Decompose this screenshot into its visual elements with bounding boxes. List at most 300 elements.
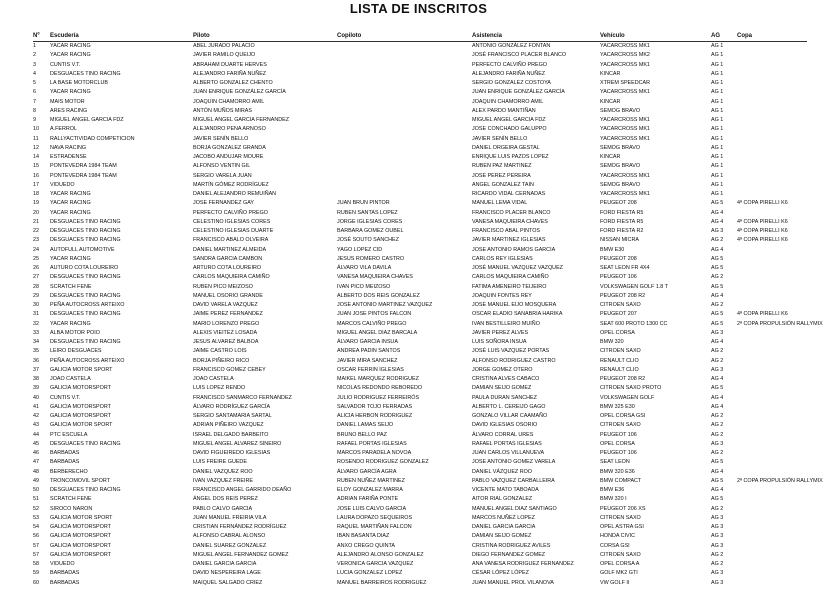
cell-codriver: LUCIA GONZALEZ LOPEZ [337, 570, 403, 577]
cell-driver: FRANCISCO SANMARCO FERNANDEZ [193, 394, 292, 401]
cell-number: 10 [33, 126, 39, 133]
cell-assistance: VANESA MAQUIEIRA CHAVES [472, 218, 548, 225]
cell-number: 39 [33, 385, 39, 392]
cell-number: 48 [33, 468, 39, 475]
cell-cup [737, 551, 807, 560]
cell-assistance: JOSE CONCHADO GALUPPO [472, 126, 547, 133]
cell-driver: DANIEL SUAREZ GONZALEZ [193, 542, 267, 549]
cell-number: 7 [33, 98, 36, 105]
cell-team: MAIS MOTOR [50, 98, 85, 105]
cell-team: LEIRO DESGUACES [50, 348, 102, 355]
cell-cup [737, 79, 807, 88]
cell-codriver: RUBEN SANTAS LOPEZ [337, 209, 398, 216]
table-header [33, 31, 807, 42]
cell-team: TRONCOMOVIL SPORT [50, 477, 110, 484]
cell-number: 12 [33, 144, 39, 151]
cell-vehicle: RENAULT CLIO [600, 366, 639, 373]
cell-number: 14 [33, 154, 39, 160]
cell-driver: JAIME CASTRO LOIS [193, 348, 247, 355]
cell-number: 57 [33, 551, 39, 558]
cell-team: PEÑA AUTOCROSS ARTEIXO [50, 357, 125, 364]
cell-codriver [337, 190, 472, 199]
cell-driver: IVAN VAZQUEZ FREIRE [193, 477, 254, 484]
cell-driver: MIGUEL ANGEL FERNANDEZ GOMEZ [193, 551, 289, 558]
cell-assistance: JOSE MANUEL EIJO MOSQUERA [472, 302, 557, 308]
cell-vehicle: XTREM SPEEDCAR [600, 80, 651, 86]
cell-group: AG 3 [711, 579, 724, 586]
cell-vehicle: BMW E36 [600, 487, 625, 493]
cell-vehicle: OPEL CORSA [600, 329, 635, 336]
cell-driver: FRANCISCO ABALO OLVEIRA [193, 237, 269, 244]
cell-team: GALICIA MOTORSPORT [50, 533, 111, 540]
cell-number: 41 [33, 403, 39, 410]
cell-team: VIDUEDO [50, 561, 75, 567]
cell-cup [737, 107, 807, 116]
cell-codriver [337, 153, 472, 162]
cell-team: DESGUACES TINO RACING [50, 274, 121, 281]
cell-driver: ALFONSO VENTIN GIL [193, 163, 251, 170]
cell-vehicle: YACARCROSS MK1 [600, 126, 650, 133]
cell-vehicle: SEAT 600 PROTO 1300 CC [600, 320, 668, 327]
cell-cup [737, 532, 807, 541]
cell-codriver: DANIEL LAMAS SEIJO [337, 422, 394, 429]
cell-number: 9 [33, 117, 36, 123]
cell-team: DESGUACES TINO RACING [50, 70, 121, 77]
cell-cup: 4ª COPA PIRELLI K6 [737, 237, 788, 244]
table-row [33, 301, 807, 310]
cell-number: 50 [33, 487, 39, 493]
cell-cup [737, 347, 807, 356]
table-row [33, 125, 807, 134]
cell-team: SIROCO NARON [50, 505, 93, 512]
cell-number: 32 [33, 320, 39, 327]
table-row [33, 144, 807, 153]
cell-vehicle: CITROEN SAXO [600, 551, 641, 558]
cell-assistance: JOSE ANTONIO GOMEZ VARELA [472, 459, 556, 466]
cell-number: 19 [33, 200, 39, 207]
cell-cup [737, 264, 807, 273]
cell-codriver [337, 51, 472, 60]
cell-driver: ALFONSO CABRAL ALONSO [193, 533, 266, 540]
cell-number: 31 [33, 311, 39, 318]
cell-cup [737, 61, 807, 70]
cell-team: MIGUEL ANGEL GARCIA FDZ [50, 117, 124, 123]
cell-cup: 4ª COPA PIRELLI K6 [737, 200, 788, 207]
cell-cup [737, 51, 807, 60]
cell-team: YACAR RACING [50, 200, 91, 207]
cell-cup [737, 366, 807, 375]
cell-number: 30 [33, 302, 39, 308]
cell-driver: ÁLVARO RODRÍGUEZ GARCÍA [193, 403, 271, 410]
cell-codriver: JOSE LUIS CALVO GARCIA [337, 505, 407, 512]
cell-assistance: IVAN BESTILLEIRO MUIÑO [472, 320, 540, 327]
cell-vehicle: YACARCROSS MK1 [600, 117, 650, 123]
cell-driver: MARIO LORENZO PREGO [193, 320, 260, 327]
table-row [33, 310, 807, 319]
cell-cup: 2ª COPA PROPULSIÓN RALLYMIX [737, 320, 823, 327]
table-row [33, 181, 807, 190]
cell-vehicle: CORSA GSI [600, 542, 630, 549]
cell-number: 58 [33, 561, 39, 567]
table-row [33, 236, 807, 245]
cell-assistance: DAMIAN SEIJO GOMEZ [472, 533, 532, 540]
cell-group: AG 1 [711, 107, 724, 114]
table-row [33, 403, 807, 412]
cell-cup [737, 98, 807, 107]
cell-vehicle: YACARCROSS MK2 [600, 52, 650, 59]
table-row [33, 495, 807, 504]
table-row [33, 505, 807, 514]
cell-team: A.FERROL [50, 126, 77, 133]
cell-codriver [337, 79, 472, 88]
cell-codriver [337, 125, 472, 134]
table-row [33, 209, 807, 218]
table-row [33, 116, 807, 125]
cell-number: 29 [33, 292, 39, 299]
table-row [33, 347, 807, 356]
cell-group: AG 2 [711, 431, 724, 438]
cell-group: AG 4 [711, 339, 724, 345]
cell-team: SCRATCH FENE [50, 496, 92, 503]
cell-assistance: JUAN MANUEL PROL VILANOVA [472, 579, 554, 586]
cell-codriver [337, 162, 472, 171]
cell-number: 8 [33, 107, 36, 114]
cell-assistance: SERGIO GONZALEZ COSTOYA [472, 80, 551, 86]
cell-cup [737, 329, 807, 338]
header-row [33, 31, 807, 42]
cell-number: 28 [33, 283, 39, 290]
cell-number: 53 [33, 514, 39, 521]
cell-vehicle: PEUGEOT 208 [600, 255, 637, 262]
cell-number: 51 [33, 496, 39, 503]
cell-driver: MAIQUEL SALGADO CRIEZ [193, 579, 263, 586]
cell-group: AG 2 [711, 505, 724, 512]
cell-driver: SERGIO VARELA JUAN [193, 172, 252, 179]
header-group: AG [711, 33, 720, 39]
cell-vehicle: BMW 320 [600, 339, 624, 345]
cell-driver: MARTÍN GÓMEZ RODRÍGUEZ [193, 181, 269, 188]
cell-assistance: ALEJANDRO FARIÑA NUÑEZ [472, 70, 546, 77]
table-row [33, 172, 807, 181]
cell-cup [737, 394, 807, 403]
cell-vehicle: PEUGEOT 106 [600, 431, 637, 438]
cell-number: 5 [33, 80, 36, 86]
cell-cup [737, 190, 807, 199]
cell-group: AG 5 [711, 283, 724, 290]
cell-number: 49 [33, 477, 39, 484]
cell-cup [737, 283, 807, 292]
cell-assistance: FRANCISCO ABAL PINTOS [472, 228, 540, 234]
cell-group: AG 4 [711, 292, 724, 299]
cell-group: AG 3 [711, 329, 724, 336]
cell-team: BARBADAS [50, 459, 80, 466]
cell-codriver [337, 144, 472, 153]
cell-codriver: YAGO LOPEZ CID [337, 246, 383, 253]
cell-codriver [337, 172, 472, 181]
cell-driver: DANIEL VAZQUEZ ROO [193, 468, 253, 475]
table-row [33, 366, 807, 375]
cell-driver: DANIEL MARTINEZ ALMEIDA [193, 246, 267, 253]
cell-cup [737, 486, 807, 495]
cell-assistance: MANUEL LEMA VIDAL [472, 200, 528, 207]
cell-codriver [337, 116, 472, 125]
cell-number: 2 [33, 52, 36, 59]
table-row [33, 70, 807, 79]
cell-group: AG 5 [711, 311, 724, 318]
cell-driver: ABRAHAM DUARTE HERVES [193, 61, 267, 68]
cell-driver: DANIEL GARCIA GARCIA [193, 561, 257, 567]
cell-group: AG 2 [711, 551, 724, 558]
cell-number: 59 [33, 570, 39, 577]
cell-codriver: ALBERTO DOS REIS GONZALEZ [337, 292, 420, 299]
table-row [33, 255, 807, 264]
cell-team: ALBA MOTOR POIO [50, 329, 100, 336]
cell-vehicle: VOLKSWAGEN GOLF [600, 394, 655, 401]
cell-group: AG 4 [711, 394, 724, 401]
cell-driver: FRANCISCO GOMEZ CEBEY [193, 366, 266, 373]
cell-assistance: JOAQUIN FONTES REY [472, 292, 532, 299]
cell-codriver: VANESA MAQUIEIRA CHAVES [337, 274, 413, 281]
cell-assistance: VICENTE MATO TABOADA [472, 487, 539, 493]
cell-driver: ALBERTO GONZALEZ CHENTO [193, 80, 273, 86]
cell-group: AG 3 [711, 542, 724, 549]
cell-number: 20 [33, 209, 39, 216]
cell-vehicle: OPEL ASTRA GSI [600, 524, 644, 530]
table-row [33, 329, 807, 338]
table-row [33, 292, 807, 301]
cell-number: 25 [33, 255, 39, 262]
cell-cup [737, 88, 807, 97]
table-row [33, 42, 807, 52]
cell-group: AG 2 [711, 348, 724, 355]
cell-vehicle: PEUGEOT 106 [600, 274, 637, 281]
cell-number: 18 [33, 191, 39, 197]
cell-codriver: RUBEN NUÑEZ MARTINEZ [337, 477, 405, 484]
cell-cup [737, 209, 807, 218]
cell-assistance: AITOR RIAL GONZALEZ [472, 496, 533, 503]
table-row [33, 394, 807, 403]
cell-group: AG 1 [711, 172, 724, 179]
cell-group: AG 4 [711, 403, 724, 410]
table-row [33, 190, 807, 199]
cell-driver: ALEXIS VIEITEZ LOSADA [193, 329, 258, 336]
cell-codriver [337, 107, 472, 116]
page-title: LISTA DE INSCRITOS [349, 1, 488, 16]
cell-assistance: DIEGO FERNANDEZ GOMEZ [472, 551, 546, 558]
cell-vehicle: SEAT LEON FR 4X4 [600, 265, 650, 271]
cell-cup [737, 569, 807, 578]
cell-codriver: LAURA DOPAZO SEQUEIROS [337, 514, 413, 521]
cell-codriver: NICOLAS REDONDO REBOREDO [337, 385, 423, 392]
cell-number: 37 [33, 366, 39, 373]
table-row [33, 218, 807, 227]
cell-team: GALICIA MOTOR SPORT [50, 422, 113, 429]
cell-assistance: ALBERTO L. CEREIJO GAGO [472, 403, 546, 410]
cell-driver: JAVIER SENÍN BELLO [193, 135, 249, 142]
table-row [33, 357, 807, 366]
cell-driver: SANDRA GARCIA CAMBON [193, 255, 263, 262]
cell-assistance: JOSE ANTONIO RAMOS GARCIA [472, 246, 556, 253]
cell-vehicle: FORD FIESTA R2 [600, 228, 644, 234]
cell-codriver [337, 135, 472, 144]
cell-vehicle: SEMOG BRAVO [600, 107, 641, 114]
cell-assistance: JUAN CARLOS VILLANUEVA [472, 450, 545, 456]
cell-driver: JOSE FERNANDEZ GAY [193, 200, 255, 207]
cell-group: AG 1 [711, 98, 724, 105]
cell-number: 43 [33, 422, 39, 429]
cell-vehicle: PEUGEOT 206 XS [600, 505, 646, 512]
cell-vehicle: BMW 325 E30 [600, 403, 635, 410]
cell-team: PONTEVEDRA 1984 TEAM [50, 163, 117, 170]
cell-group: AG 3 [711, 533, 724, 540]
cell-assistance: ÁLVARO CORRAL URES [472, 431, 534, 438]
cell-codriver: ALICIA HERBON RODRIGUEZ [337, 413, 413, 419]
cell-assistance: CARLOS MAQUIEIRA CAMIÑO [472, 274, 549, 281]
cell-vehicle: SEMOG BRAVO [600, 163, 641, 170]
table-row [33, 246, 807, 255]
cell-vehicle: VW GOLF II [600, 579, 630, 586]
cell-vehicle: KINCAR [600, 70, 621, 77]
cell-vehicle: PEUGEOT 208 [600, 200, 637, 207]
cell-group: AG 2 [711, 561, 724, 567]
cell-number: 36 [33, 357, 39, 364]
cell-number: 60 [33, 579, 39, 586]
cell-team: GALICIA MOTORSPORT [50, 542, 111, 549]
cell-team: NAVA RACING [50, 144, 87, 151]
table-row [33, 458, 807, 467]
cell-group: AG 4 [711, 218, 724, 225]
cell-cup [737, 70, 807, 79]
cell-cup [737, 449, 807, 458]
cell-vehicle: CITROEN SAXO [600, 422, 641, 429]
cell-codriver: MAIKEL MARQUEZ RODRIGUEZ [337, 376, 419, 382]
cell-driver: PERFECTO CALVIÑO PREGO [193, 209, 268, 216]
table-row [33, 412, 807, 421]
table-row [33, 88, 807, 97]
table-row [33, 579, 807, 588]
cell-driver: JUAN ENRIQUE GONZÁLEZ GARCÍA [193, 89, 286, 96]
cell-vehicle: YACARCROSS MK1 [600, 43, 650, 49]
cell-group: AG 1 [711, 191, 724, 197]
cell-group: AG 2 [711, 274, 724, 281]
cell-codriver: ROSENDO RODRIGUEZ GONZALEZ [337, 459, 429, 466]
cell-group: AG 3 [711, 514, 724, 521]
cell-codriver: JOSÉ SOUTO SANCHEZ [337, 237, 399, 244]
cell-number: 47 [33, 459, 39, 466]
cell-number: 4 [33, 70, 36, 77]
cell-vehicle: PEUGEOT 208 R2 [600, 292, 646, 299]
cell-group: AG 4 [711, 487, 724, 493]
cell-cup [737, 144, 807, 153]
cell-cup [737, 357, 807, 366]
cell-assistance: JOSÉ FRANCISCO PLACER BLANCO [472, 52, 567, 59]
cell-assistance: PERFECTO CALVIÑO PREGO [472, 61, 547, 68]
table-row [33, 273, 807, 282]
cell-cup [737, 162, 807, 171]
cell-number: 15 [33, 163, 39, 170]
cell-assistance: JOSÉ MANUEL VAZQUEZ VAZQUEZ [472, 265, 563, 271]
cell-team: GALICIA MOTORSPORT [50, 413, 111, 419]
cell-number: 42 [33, 413, 39, 419]
cell-cup [737, 505, 807, 514]
cell-team: DESGUACES TINO RACING [50, 339, 121, 345]
cell-cup [737, 458, 807, 467]
cell-group: AG 2 [711, 450, 724, 456]
cell-cup [737, 421, 807, 430]
cell-driver: DAVID VARELA VAZQUEZ [193, 302, 258, 308]
cell-assistance: MIGUEL ANGEL GARCIA FDZ [472, 117, 546, 123]
cell-assistance: JOSÉ LUIS VAZQUEZ PORTAS [472, 348, 550, 355]
cell-team: GALICIA MOTORSPORT [50, 385, 111, 392]
cell-cup [737, 273, 807, 282]
cell-driver: MIGUEL ANGEL ALVAREZ SINEIRO [193, 440, 282, 447]
cell-codriver: OSCAR FERRIN IGLESIAS [337, 366, 404, 373]
cell-driver: JESUS ALVAREZ BALBOA [193, 339, 259, 345]
cell-codriver: IVAN PICO MEIZOSO [337, 283, 391, 290]
cell-vehicle: CITROEN SAXO [600, 514, 641, 521]
cell-number: 40 [33, 394, 39, 401]
table-row [33, 523, 807, 532]
cell-number: 23 [33, 237, 39, 244]
cell-codriver: JAVIER MIRA SANCHEZ [337, 357, 398, 364]
cell-team: LA BASE MOTORCLUB [50, 80, 109, 86]
cell-assistance: JOSE PEREZ PEREIRA [472, 172, 531, 179]
cell-cup: 2ª COPA PROPULSIÓN RALLYMIX [737, 477, 823, 484]
cell-group: AG 5 [711, 496, 724, 503]
cell-assistance: LUIS SOÑORA INSUA [472, 339, 527, 345]
cell-driver: CELESTINO IGLESIAS DUARTE [193, 228, 274, 234]
cell-assistance: CRISTINA RODRIGUEZ AVILES [472, 542, 551, 549]
cell-driver: DAVID NESPEREIRA LAGE [193, 570, 261, 577]
cell-codriver: ÁLVARO GARCIA INSUA [337, 339, 398, 345]
cell-driver: MANUEL OSORIO GRANDE [193, 292, 263, 299]
cell-driver: ABEL JURADO PALACIO [193, 43, 255, 49]
cell-assistance: CÉSAR LÓPEZ LÓPEZ [472, 570, 529, 577]
cell-codriver: BRUNO BELLO PAZ [337, 431, 387, 438]
cell-codriver: ÁLVARO GARCÍA AGRA [337, 468, 397, 475]
table-row [33, 468, 807, 477]
header-vehicle: Vehículo [600, 33, 625, 39]
cell-assistance: ANTONIO GONZÁLEZ FONTAN [472, 43, 551, 49]
table-row [33, 551, 807, 560]
cell-assistance: JOAQUIN CHAMORRO AMIL [472, 98, 544, 105]
cell-number: 38 [33, 376, 39, 382]
cell-number: 21 [33, 218, 39, 225]
cell-team: GALICIA MOTORSPORT [50, 403, 111, 410]
cell-group: AG 1 [711, 61, 724, 68]
cell-cup [737, 338, 807, 347]
cell-assistance: ALFONSO RODRIGUEZ CASTRO [472, 357, 556, 364]
cell-driver: ANTÓN MUÑOS MIRAS [193, 107, 252, 114]
cell-vehicle: YACARCROSS MK1 [600, 172, 650, 179]
cell-group: AG 5 [711, 265, 724, 271]
cell-driver: LUIS FREIRE GUEDE [193, 459, 247, 466]
cell-team: YACAR RACING [50, 209, 91, 216]
cell-assistance: MARCOS NUÑEZ LOPEZ [472, 514, 535, 521]
cell-driver: CARLOS MAQUIEIRA CAMIÑO [193, 274, 270, 281]
cell-vehicle: NISSAN MICRA [600, 237, 639, 244]
cell-driver: ALEJANDRO PENA ARNOSO [193, 126, 266, 133]
cell-cup [737, 172, 807, 181]
cell-team: CUNTIS V.T. [50, 394, 81, 401]
cell-codriver: JUAN BRUN PINTOR [337, 200, 390, 207]
cell-codriver: MARCOS PARADELA NOVOA [337, 450, 412, 456]
cell-group: AG 3 [711, 524, 724, 530]
cell-assistance: JAVIER SENÍN BELLO [472, 135, 528, 142]
cell-group: AG 1 [711, 163, 724, 170]
cell-group: AG 1 [711, 43, 724, 49]
cell-codriver [337, 70, 472, 79]
